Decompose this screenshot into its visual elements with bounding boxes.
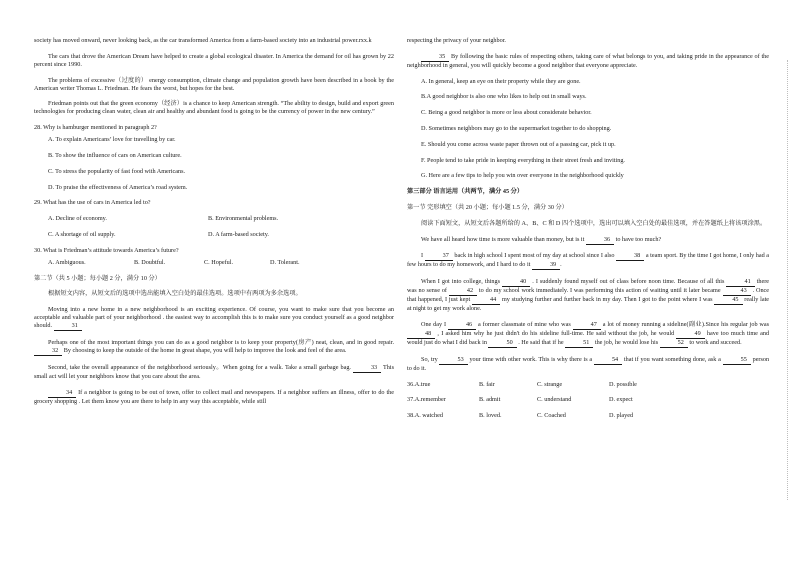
passage-paragraph <box>34 339 394 356</box>
section2-heading: 第二节（共 5 小题；每小题 2 分，满分 10 分） <box>34 274 161 282</box>
cloze-paragraph <box>407 236 769 245</box>
cloze-text: that if you want something done, ask a <box>623 355 721 363</box>
cloze-blank-53[interactable]: 53 <box>439 356 467 365</box>
cloze-options-38 <box>407 412 769 420</box>
passage-paragraph <box>407 53 769 70</box>
passage-text: Moving into a new home in a new neighborhood is an exciting experience. Of course, you want to make sure that you become an acceptable and valuable part of your neighborhood . the easiest way to accomplish this is to make sure you conduct yourself as a good neighbor should. <box>34 306 394 330</box>
cloze-blank-42[interactable]: 42 <box>449 287 477 296</box>
cloze-blank-40[interactable]: 40 <box>502 278 530 287</box>
question-stem-28: 28. Why is hamburger mentioned in paragraph 2? <box>34 124 157 132</box>
option-38d: D. played <box>609 412 634 420</box>
option-37b: B. admit <box>479 396 501 404</box>
option-36d: D. possible <box>609 380 637 388</box>
cloze-blank-48[interactable]: 48 <box>407 330 435 339</box>
option-36c: C. strange <box>537 380 563 388</box>
cloze-text: really late at night to get my work alone. <box>407 296 770 313</box>
right-column <box>407 37 769 420</box>
cloze-blank-38[interactable]: 38 <box>616 252 644 261</box>
cloze-blank-51[interactable]: 51 <box>565 339 593 348</box>
cloze-blank-43[interactable]: 43 <box>723 287 751 296</box>
passage-text: If a neighbor is going to be out of town, offer to collect mail and newspapers. If a neighbor suffers an illness, offer to do the grocery shopping . Let them know you are there to help in any way this acceptable, while still <box>34 388 395 405</box>
cloze-text: a team sport. By the time I got home, I only had a few hours to do my homework, and I hard to do it <box>407 252 770 269</box>
cloze-text: We have all heard how time is more valuable than money, but is it <box>421 235 585 243</box>
option-28c: C. To stress the popularity of fast food with Americans. <box>48 167 186 175</box>
question-stem-30: 30. What is Friedman’s attitude towards America’s future? <box>34 246 179 254</box>
cloze-paragraph <box>407 356 769 373</box>
cloze-text: to have too much? <box>615 235 662 243</box>
choice-f: F. People tend to take pride in keeping everything in their street fresh and inviting. <box>421 156 625 164</box>
cloze-blank-44[interactable]: 44 <box>472 296 500 305</box>
cloze-blank-50[interactable]: 50 <box>488 339 516 348</box>
option-37c: C. understand <box>537 396 572 404</box>
option-36b: B. fair <box>479 380 495 388</box>
cloze-blank-49[interactable]: 49 <box>676 330 704 339</box>
cloze-text: One day I <box>421 320 447 328</box>
cloze-paragraph <box>407 252 769 270</box>
option-37a: 37.A.remember <box>407 396 446 404</box>
cloze-options-37 <box>407 396 769 404</box>
cloze-blank-39[interactable]: 39 <box>532 261 560 270</box>
blank-35[interactable]: 35 <box>421 53 449 62</box>
options-29-row1 <box>34 215 394 223</box>
cloze-text: to work and succeed. <box>689 338 742 346</box>
option-29a: A. Decline of economy. <box>48 215 107 223</box>
option-28a: A. To explain Americans’ love for travelling by car. <box>48 136 176 144</box>
option-30a: A. Ambiguous. <box>48 258 86 266</box>
question-stem-29: 29. What has the use of cars in America led to? <box>34 199 151 207</box>
cloze-text: , I asked him why he just didn't do his sideline full-time. He said without the job, he would <box>437 329 675 337</box>
passage-text: Perhaps one of the most important things you can do as a good neighbor is to keep your property(房产) neat, clean, and in good repair. <box>48 338 394 346</box>
left-column <box>34 37 394 406</box>
cloze-text: your time with other work. This is why there is a <box>469 355 593 363</box>
option-29c: C. A shortage of oil supply. <box>48 230 116 238</box>
cloze-text: . Once that happened, I just kept <box>407 287 770 304</box>
part3-subheading: 第一节 完形填空（共 20 小题；每小题 1.5 分，满分 30 分） <box>407 203 568 211</box>
choice-g: G. Here are a few tips to help you win over everyone in the neighborhood quickly <box>421 172 624 180</box>
option-38b: B. loved. <box>479 412 502 420</box>
options-30-row <box>34 259 394 267</box>
cloze-text: When I got into college, things <box>421 278 500 286</box>
passage-text: By following the basic rules of respecting others, taking care of what belongs to you, and taking pride in the appearance of the neighborhood in general, you will quickly become a good neighbor that everyone appreciate. <box>407 52 770 69</box>
passage-paragraph: society has moved onward, never looking back, as the car transformed America from a farm-based society into an industrial power.rxx.k <box>34 37 372 44</box>
cloze-text: . <box>560 261 562 269</box>
cloze-blank-36[interactable]: 36 <box>586 236 614 245</box>
cloze-text: a former classmate of mine who was <box>478 320 571 328</box>
cloze-options-36 <box>407 381 769 389</box>
cloze-blank-52[interactable]: 52 <box>660 339 688 348</box>
option-38a: 38.A. watched <box>407 412 443 420</box>
passage-text: This small act will let your neighbors know that you care about the area. <box>34 363 394 380</box>
choice-a: A. In general, keep an eye on their property while they are gone. <box>421 77 581 85</box>
cloze-blank-46[interactable]: 46 <box>448 321 476 330</box>
blank-32[interactable]: 32 <box>34 347 62 356</box>
options-29-row2 <box>34 231 394 239</box>
cloze-blank-37[interactable]: 37 <box>425 252 453 261</box>
cloze-text: my studying further and further back in my day. Then I got to the point where I was <box>501 296 713 304</box>
cloze-text: a lot of money running a sideline(副业).Since his regular job was <box>602 320 770 328</box>
binding-edge-divider <box>787 60 796 500</box>
part3-instructions: 阅读下面短文，从短文后各题所给的 A、B、C 和 D 四个选项中，选出可以填入空白处的最佳选项，并在答题纸上将该项涂黑。 <box>421 219 767 227</box>
part3-heading: 第三部分 语言运用（共两节，满分 45 分） <box>407 188 524 196</box>
passage-paragraph <box>34 306 394 331</box>
blank-34[interactable]: 34 <box>48 389 76 398</box>
blank-31[interactable]: 31 <box>54 322 82 331</box>
choice-b: B.A good neighbor is also one who likes to help out in small ways. <box>421 93 587 101</box>
cloze-text: . He said that if he <box>518 338 564 346</box>
option-29d: D. A farm-based society. <box>208 230 269 238</box>
cloze-blank-55[interactable]: 55 <box>723 356 751 365</box>
choice-c: C. Being a good neighbor is more or less about considerate behavior. <box>421 109 592 117</box>
cloze-paragraph <box>407 321 769 348</box>
passage-paragraph: The cars that drove the American Dream have helped to create a global ecological disaster. In America the demand for oil has grown by 22 percent since 1990. <box>34 52 394 68</box>
cloze-text: person to do it. <box>407 355 770 372</box>
option-30c: C. Hopeful. <box>204 258 234 266</box>
cloze-blank-45[interactable]: 45 <box>714 296 742 305</box>
option-38c: C. Coached <box>537 412 566 420</box>
option-37d: D. expect <box>609 396 633 404</box>
cloze-paragraph <box>407 278 769 313</box>
passage-text: Second, take the overall appearance of the neighborhood seriously。When going for a walk. Take a small garbage bag. <box>48 363 351 371</box>
passage-paragraph: respecting the privacy of your neighbor. <box>407 37 506 44</box>
cloze-text: I <box>421 252 424 260</box>
option-29b: B. Environmental problems. <box>208 215 279 223</box>
cloze-text: there was no sense of <box>407 278 770 295</box>
option-28d: D. To praise the effectiveness of America’s road system. <box>48 183 188 191</box>
passage-paragraph: Friedman points out that the green economy（经济）is a chance to keep American strength. “The ability to design, build and export green technologies for producing clean water, clean air and healthy and abundant food is going to be the currency of power in the new century.” <box>34 100 394 116</box>
passage-paragraph <box>34 389 394 406</box>
choice-e: E. Should you come across waste paper thrown out of a passing car, pick it up. <box>421 140 616 148</box>
cloze-blank-54[interactable]: 54 <box>594 356 622 365</box>
cloze-text: have too much time and would just do what I did back in <box>407 329 770 346</box>
passage-text: By choosing to keep the outside of the home in great shape, you will help to improve the look and feel of the area. <box>63 346 347 354</box>
cloze-blank-47[interactable]: 47 <box>573 321 601 330</box>
blank-33[interactable]: 33 <box>353 364 381 373</box>
passage-paragraph <box>34 364 394 381</box>
option-30d: D. Tolerant. <box>270 258 300 266</box>
option-30b: B. Doubtful. <box>134 258 166 266</box>
cloze-text: the job, he would lose his <box>594 338 659 346</box>
section2-instructions: 根据短文内容，从短文后的选项中选出能填入空白处的最佳选项。选项中有两项为多余选项。 <box>48 290 302 298</box>
cloze-text: . I suddenly found myself out of class before noon time. Because of all this <box>532 278 725 286</box>
option-28b: B. To show the influence of cars on American culture. <box>48 151 182 159</box>
cloze-text: So, try <box>421 355 438 363</box>
passage-paragraph: The problems of excessive（过度的） energy consumption, climate change and population growth have been described in a book by the American writer Thomas L. Friedman. He fears the worst, but hopes for the best. <box>34 76 394 92</box>
option-36a: 36.A.true <box>407 380 431 388</box>
cloze-text: to do my school work immediately. I was performing this action of waiting until it later became <box>478 287 721 295</box>
cloze-blank-41[interactable]: 41 <box>726 278 754 287</box>
cloze-text: back in high school I spent most of my day at school since I also <box>454 252 615 260</box>
choice-d: D. Sometimes neighbors may go to the supermarket together to do shopping. <box>421 124 612 132</box>
